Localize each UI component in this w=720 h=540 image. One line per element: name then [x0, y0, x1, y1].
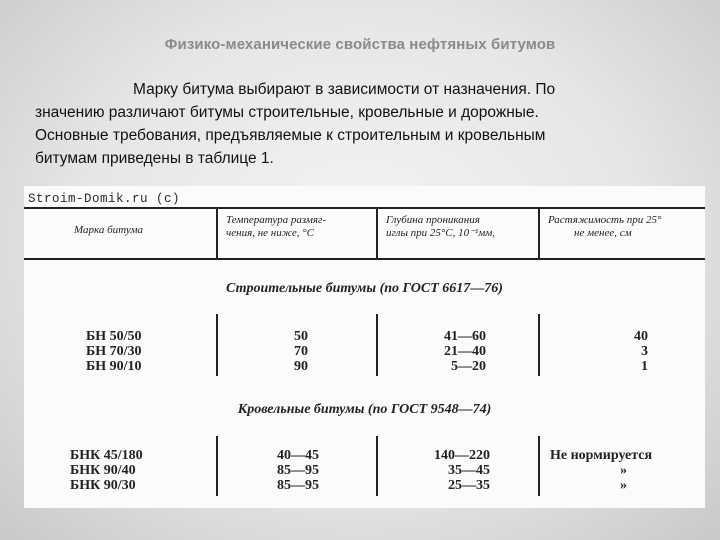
intro-line: значению различают битумы строительные, кровельные и дорожные.: [35, 104, 539, 121]
table-cell: »: [620, 463, 627, 478]
column-divider: [538, 436, 540, 496]
table-cell: 41—60: [444, 329, 486, 344]
header-temperature: Температура размяг- чения, не ниже, °С: [226, 214, 326, 239]
section-title-roofing: Кровельные битумы (по ГОСТ 9548—74): [237, 402, 492, 417]
intro-paragraph: [35, 78, 697, 170]
temperature-column: [270, 448, 326, 493]
table-cell: 25—35: [448, 478, 490, 493]
table-top-rule: [24, 207, 705, 209]
table-cell: 35—45: [448, 463, 490, 478]
header-ductility: Растяжимость при 25° не менее, см: [548, 214, 662, 239]
table-cell: БН 50/50: [86, 329, 142, 344]
table-cell: БН 70/30: [86, 344, 142, 359]
header-brand: Марка битума: [74, 224, 143, 236]
ductility-column: [618, 329, 648, 374]
table-cell: БНК 90/40: [70, 463, 136, 478]
column-divider: [376, 208, 378, 258]
penetration-column: [420, 448, 490, 493]
table-cell: 70: [294, 344, 308, 359]
table-cell: 40—45: [277, 448, 319, 463]
table-cell: 140—220: [434, 448, 490, 463]
column-divider: [376, 314, 378, 376]
table-cell: 3: [641, 344, 648, 359]
brand-column: [86, 329, 142, 374]
section-title-construction: Строительные битумы (по ГОСТ 6617—76): [226, 281, 503, 296]
table-cell: 90: [294, 359, 308, 374]
penetration-column: [426, 329, 486, 374]
header-penetration: Глубина проникания иглы при 25°С, 10⁻¹мм,: [386, 214, 496, 239]
table-cell: БНК 90/30: [70, 478, 136, 493]
temperature-column: [286, 329, 316, 374]
slide-title: Физико-механические свойства нефтяных битумов: [164, 36, 556, 53]
table-cell: 5—20: [451, 359, 486, 374]
column-divider: [216, 314, 218, 376]
watermark: Stroim-Domik.ru (c): [28, 192, 181, 206]
column-divider: [216, 208, 218, 258]
table-cell: 40: [634, 329, 648, 344]
table-cell: БН 90/10: [86, 359, 142, 374]
table-cell: 21—40: [444, 344, 486, 359]
table-cell: 50: [294, 329, 308, 344]
table-cell: Не нормируется: [550, 448, 653, 463]
column-divider: [538, 314, 540, 376]
intro-line: Основные требования, предъявляемые к строительным и кровельным: [35, 127, 546, 144]
bitumen-properties-table: [24, 186, 705, 508]
brand-column: [70, 448, 143, 493]
intro-line: битумам приведены в таблице 1.: [35, 150, 274, 167]
column-divider: [216, 436, 218, 496]
table-cell: БНК 45/180: [70, 448, 143, 463]
table-cell: 85—95: [277, 478, 319, 493]
ductility-column: [550, 448, 690, 493]
header-bottom-rule: [24, 258, 705, 260]
intro-line: Марку битума выбирают в зависимости от назначения. По: [133, 81, 556, 98]
table-cell: 85—95: [277, 463, 319, 478]
table-cell: »: [620, 478, 627, 493]
column-divider: [376, 436, 378, 496]
column-divider: [538, 208, 540, 258]
table-cell: 1: [641, 359, 648, 374]
